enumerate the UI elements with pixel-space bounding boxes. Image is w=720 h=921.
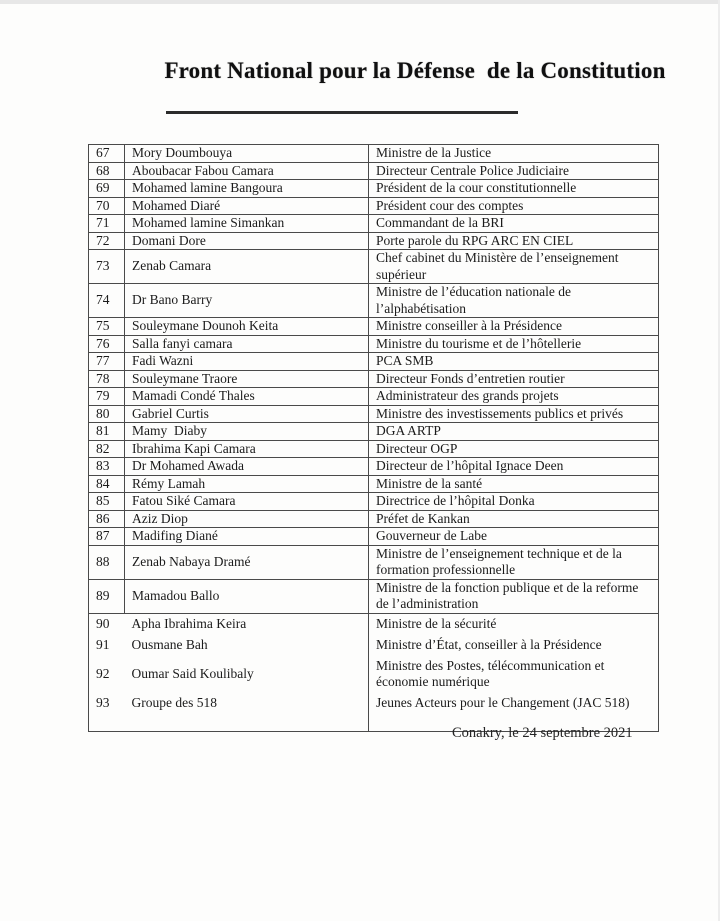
person-name: Mamy Diaby xyxy=(125,423,369,441)
row-number: 85 xyxy=(89,493,125,511)
row-number: 73 xyxy=(89,250,125,284)
scan-edge-top xyxy=(0,0,720,4)
person-title: Président cour des comptes xyxy=(369,197,659,215)
person-name: Fatou Siké Camara xyxy=(125,493,369,511)
table-row xyxy=(89,458,659,476)
person-name: Aziz Diop xyxy=(125,510,369,528)
table-row xyxy=(89,545,659,579)
person-name: Domani Dore xyxy=(125,232,369,250)
person-title: Ministre de l’éducation nationale de l’alphabétisation xyxy=(369,284,659,318)
row-number: 87 xyxy=(89,528,125,546)
person-name: Gabriel Curtis xyxy=(125,405,369,423)
table-row xyxy=(89,405,659,423)
person-name: Zenab Nabaya Dramé xyxy=(125,545,369,579)
person-name: Mamadou Ballo xyxy=(125,579,369,613)
person-name: Dr Bano Barry xyxy=(125,284,369,318)
row-number: 91 xyxy=(89,635,125,656)
members-table xyxy=(88,144,659,732)
table-row xyxy=(89,528,659,546)
row-number: 75 xyxy=(89,318,125,336)
table-row xyxy=(89,145,659,163)
title-underline xyxy=(166,111,518,114)
person-title: Ministre de l’enseignement technique et de la formation professionnelle xyxy=(369,545,659,579)
row-number: 93 xyxy=(89,693,125,732)
table-row xyxy=(89,180,659,198)
person-name: Rémy Lamah xyxy=(125,475,369,493)
person-name: Groupe des 518 xyxy=(125,693,369,732)
row-number: 70 xyxy=(89,197,125,215)
person-title: Ministre de la santé xyxy=(369,475,659,493)
person-title: Commandant de la BRI xyxy=(369,215,659,233)
table-row xyxy=(89,510,659,528)
person-title: Directrice de l’hôpital Donka xyxy=(369,493,659,511)
row-number: 78 xyxy=(89,370,125,388)
table-row xyxy=(89,388,659,406)
row-number: 88 xyxy=(89,545,125,579)
row-number: 80 xyxy=(89,405,125,423)
person-name: Souleymane Traore xyxy=(125,370,369,388)
person-name: Mohamed lamine Simankan xyxy=(125,215,369,233)
person-title: Ministre du tourisme et de l’hôtellerie xyxy=(369,335,659,353)
table-row xyxy=(89,656,659,693)
table-row xyxy=(89,162,659,180)
person-title: Ministre de la sécurité xyxy=(369,613,659,635)
person-title: Ministre des investissements publics et privés xyxy=(369,405,659,423)
person-title: DGA ARTP xyxy=(369,423,659,441)
row-number: 76 xyxy=(89,335,125,353)
person-title: Ministre conseiller à la Présidence xyxy=(369,318,659,336)
table-row xyxy=(89,493,659,511)
table-row xyxy=(89,353,659,371)
person-title: Ministre de la Justice xyxy=(369,145,659,163)
person-name: Mory Doumbouya xyxy=(125,145,369,163)
table-row xyxy=(89,635,659,656)
person-name: Mohamed lamine Bangoura xyxy=(125,180,369,198)
person-name: Dr Mohamed Awada xyxy=(125,458,369,476)
table-row xyxy=(89,423,659,441)
table-row xyxy=(89,318,659,336)
table-row xyxy=(89,250,659,284)
table-row xyxy=(89,370,659,388)
person-title: Gouverneur de Labe xyxy=(369,528,659,546)
person-name: Ibrahima Kapi Camara xyxy=(125,440,369,458)
row-number: 69 xyxy=(89,180,125,198)
table-row xyxy=(89,232,659,250)
person-title: Administrateur des grands projets xyxy=(369,388,659,406)
person-title: Directeur OGP xyxy=(369,440,659,458)
row-number: 82 xyxy=(89,440,125,458)
table-row xyxy=(89,440,659,458)
person-name: Zenab Camara xyxy=(125,250,369,284)
person-name: Ousmane Bah xyxy=(125,635,369,656)
person-name: Salla fanyi camara xyxy=(125,335,369,353)
person-title: Directeur de l’hôpital Ignace Deen xyxy=(369,458,659,476)
person-title: Jeunes Acteurs pour le Changement (JAC 518) xyxy=(369,693,659,732)
person-title: Président de la cour constitutionnelle xyxy=(369,180,659,198)
person-name: Oumar Said Koulibaly xyxy=(125,656,369,693)
person-title: Porte parole du RPG ARC EN CIEL xyxy=(369,232,659,250)
person-title: Ministre des Postes, télécommunication et économie numérique xyxy=(369,656,659,693)
person-title: PCA SMB xyxy=(369,353,659,371)
person-title: Ministre d’État, conseiller à la Présidence xyxy=(369,635,659,656)
person-name: Aboubacar Fabou Camara xyxy=(125,162,369,180)
row-number: 77 xyxy=(89,353,125,371)
person-name: Apha Ibrahima Keira xyxy=(125,613,369,635)
person-name: Mamadi Condé Thales xyxy=(125,388,369,406)
row-number: 71 xyxy=(89,215,125,233)
row-number: 81 xyxy=(89,423,125,441)
row-number: 68 xyxy=(89,162,125,180)
page-title: Front National pour la Défense de la Constitution xyxy=(164,58,666,83)
row-number: 92 xyxy=(89,656,125,693)
row-number: 72 xyxy=(89,232,125,250)
person-title: Préfet de Kankan xyxy=(369,510,659,528)
row-number: 90 xyxy=(89,613,125,635)
person-name: Fadi Wazni xyxy=(125,353,369,371)
person-title: Ministre de la fonction publique et de la reforme de l’administration xyxy=(369,579,659,613)
person-name: Madifing Diané xyxy=(125,528,369,546)
table-row xyxy=(89,475,659,493)
table-row xyxy=(89,215,659,233)
row-number: 86 xyxy=(89,510,125,528)
person-title: Directeur Fonds d’entretien routier xyxy=(369,370,659,388)
table-row xyxy=(89,284,659,318)
dateline: Conakry, le 24 septembre 2021 xyxy=(452,725,633,741)
table-row xyxy=(89,197,659,215)
row-number: 83 xyxy=(89,458,125,476)
person-title: Chef cabinet du Ministère de l’enseignement supérieur xyxy=(369,250,659,284)
person-name: Souleymane Dounoh Keita xyxy=(125,318,369,336)
table-row xyxy=(89,579,659,613)
row-number: 89 xyxy=(89,579,125,613)
table-row xyxy=(89,613,659,635)
row-number: 67 xyxy=(89,145,125,163)
row-number: 84 xyxy=(89,475,125,493)
row-number: 79 xyxy=(89,388,125,406)
row-number: 74 xyxy=(89,284,125,318)
person-name: Mohamed Diaré xyxy=(125,197,369,215)
table-row xyxy=(89,335,659,353)
person-title: Directeur Centrale Police Judiciaire xyxy=(369,162,659,180)
